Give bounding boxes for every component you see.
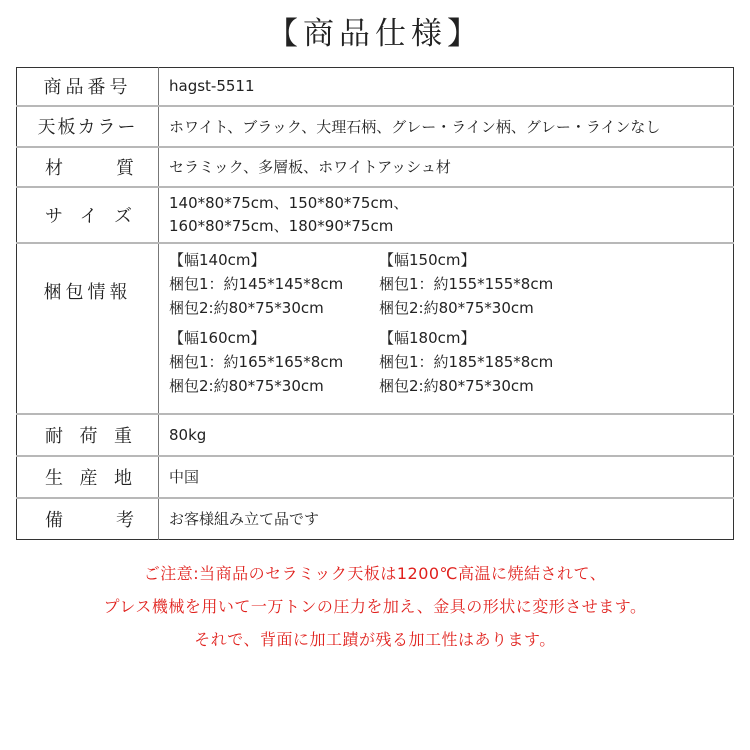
table-row <box>17 243 734 414</box>
package-2: 梱包2:約80*75*30cm <box>169 376 324 395</box>
page-title: 【商品仕様】 <box>267 16 483 52</box>
row-label-packaging: 梱包情報 <box>17 243 159 414</box>
table-row <box>17 498 734 540</box>
row-value-material: セラミック、多層板、ホワイトアッシュ材 <box>159 147 734 187</box>
row-value-load-capacity: 80kg <box>159 414 734 456</box>
package-width: 【幅180cm】 <box>379 328 476 347</box>
package-block-150 <box>379 248 589 320</box>
table-row <box>17 68 734 106</box>
row-label-material <box>17 147 159 187</box>
table-row <box>17 187 734 243</box>
package-2: 梱包2:約80*75*30cm <box>379 298 534 317</box>
label-char: 備 <box>45 509 63 531</box>
package-1: 梱包1：約165*165*8cm <box>169 352 344 371</box>
row-label-product-number: 商品番号 <box>17 68 159 106</box>
package-block-160 <box>169 326 379 398</box>
label-char: 産 <box>79 467 98 489</box>
notice-line-3: それで、背面に加工蹟が残る加工性はあります。 <box>194 630 556 649</box>
package-width: 【幅160cm】 <box>169 328 266 347</box>
table-row <box>17 414 734 456</box>
label-char: 考 <box>116 509 134 531</box>
size-line: 140*80*75cm、150*80*75cm、 <box>169 193 409 212</box>
package-1: 梱包1：約155*155*8cm <box>379 274 554 293</box>
row-value-packaging <box>159 243 734 414</box>
table-row <box>17 456 734 498</box>
row-value-remarks: お客様組み立て品です <box>159 498 734 540</box>
package-1: 梱包1：約145*145*8cm <box>169 274 344 293</box>
label-char: ズ <box>114 205 132 227</box>
table-row <box>17 106 734 147</box>
package-1: 梱包1：約185*185*8cm <box>379 352 554 371</box>
package-2: 梱包2:約80*75*30cm <box>169 298 324 317</box>
package-block-140 <box>169 248 379 320</box>
label-char: 質 <box>116 157 134 179</box>
row-label-load-capacity <box>17 414 159 456</box>
label-char: 耐 <box>45 425 63 447</box>
row-value-size <box>159 187 734 243</box>
package-2: 梱包2:約80*75*30cm <box>379 376 534 395</box>
spec-table <box>16 67 734 540</box>
row-label-size <box>17 187 159 243</box>
label-char: サ <box>45 205 63 227</box>
notice-line-2: プレス機械を用いて一万トンの圧力を加え、金具の形状に変形させます。 <box>103 597 647 616</box>
package-width: 【幅150cm】 <box>379 250 476 269</box>
label-char: 荷 <box>79 425 98 447</box>
label-char: 地 <box>114 467 132 489</box>
label-char: イ <box>79 205 98 227</box>
row-value-origin: 中国 <box>159 456 734 498</box>
package-width: 【幅140cm】 <box>169 250 266 269</box>
label-char: 重 <box>114 425 132 447</box>
package-block-180 <box>379 326 589 398</box>
row-value-product-number: hagst-5511 <box>169 77 255 96</box>
table-row <box>17 147 734 187</box>
row-label-top-color: 天板カラー <box>17 106 159 147</box>
row-label-remarks <box>17 498 159 540</box>
label-char: 材 <box>45 157 63 179</box>
notice-line-1: ご注意:当商品のセラミック天板は1200℃高温に焼結されて、 <box>143 564 607 583</box>
label-char: 生 <box>45 467 63 489</box>
row-label-origin <box>17 456 159 498</box>
row-value-top-color: ホワイト、ブラック、大理石柄、グレー・ライン柄、グレー・ラインなし <box>159 106 734 147</box>
size-line: 160*80*75cm、180*90*75cm <box>169 216 394 235</box>
